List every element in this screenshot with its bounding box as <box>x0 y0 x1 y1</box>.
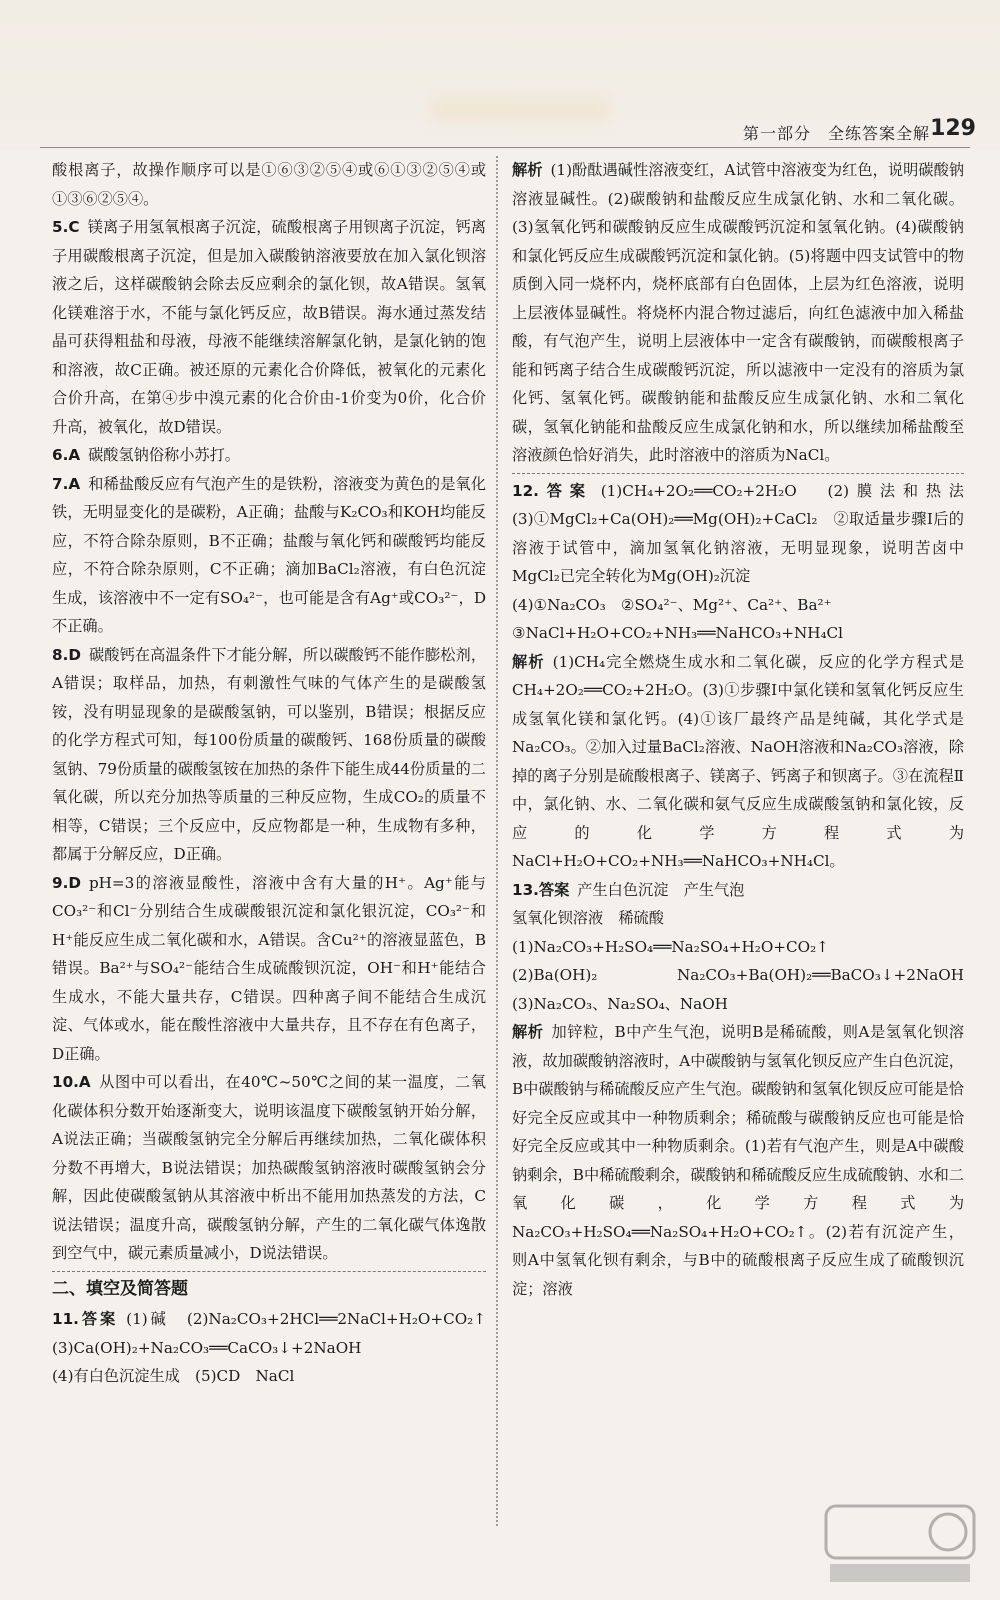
answer-12-text: (1)CH₄+2O₂══CO₂+2H₂O (2)膜法和热法 (3)①MgCl₂+Ca(OH)₂══Mg(OH)₂+CaCl₂ ②取适量步骤Ⅰ后的溶液于试管中，滴加氢氧化钠溶液，无明显现象，说明苦卤中MgCl₂已完全转化为Mg(OH)₂沉淀 <box>512 481 980 585</box>
header-title: 第一部分 全练答案全解 <box>742 124 930 143</box>
q12-separator <box>512 473 964 474</box>
answer-7-text: 和稀盐酸反应有气泡产生的是铁粉，溶液变为黄色的是氧化铁，无明显变化的是碳粉，A正确；盐酸与K₂CO₃和KOH均能反应，不符合除杂原则，B不正确；盐酸与氧化钙和碳酸钙均能反应，不符合除杂原则，C不正确；滴加BaCl₂溶液，有白色沉淀生成，该溶液中不一定有SO₄²⁻，也可能是含有Ag⁺或CO₃²⁻，D不正确。 <box>52 474 486 635</box>
answer-8-label: 8.D <box>52 645 81 664</box>
answer-13-line2: 氢氧化钡溶液 稀硫酸 <box>512 909 664 927</box>
header-rule <box>40 147 970 148</box>
answer-10-text: 从图中可以看出，在40℃~50℃之间的某一温度，二氧化碳体积分数开始逐渐变大，说明该温度下碳酸氢钠开始分解，A说法正确；当碳酸氢钠完全分解后再继续加热，二氧化碳体积分数不再增大，B说法错误；加热碳酸氢钠溶液时碳酸氢钠会分解，因此使碳酸氢钠从其溶液中析出不能用加热蒸发的方法，C说法错误；温度升高，碳酸氢钠分解，产生的二氧化碳气体逸散到空气中，碳元素质量减小，D说法错误。 <box>52 1073 486 1262</box>
answer-10-label: 10.A <box>52 1073 91 1091</box>
left-column <box>52 156 502 1391</box>
answer-13 <box>512 876 964 905</box>
answer-7-label: 7.A <box>52 474 81 493</box>
section-separator <box>52 1271 486 1272</box>
answer-8-text: 碳酸钙在高温条件下才能分解，所以碳酸钙不能作膨松剂，A错误；取样品，加热，有刺激性气味的气体产生的是碳酸氢铵，没有明显现象的是碳酸氢钠，可以鉴别，B错误；根据反应的化学方程式可知，每100份质量的碳酸钙、168份质量的碳酸氢钠、79份质量的碳酸氢铵在加热的条件下能生成44份质量的二氧化碳，所以充分加热等质量的三种反应物，生成CO₂的质量不相等，C错误；三个反应中，反应物都是一种，生成物有多种，都属于分解反应，D正确。 <box>52 645 486 863</box>
answer-5 <box>52 213 486 441</box>
answer-5-text: 镁离子用氢氧根离子沉淀，硫酸根离子用钡离子沉淀，钙离子用碳酸根离子沉淀，但是加入碳酸钠溶液要放在加入氯化钡溶液之后，这样碳酸钠会除去反应剩余的氯化钡，故A错误。氢氧化镁难溶于水，不能与氯化钙反应，故B错误。海水通过蒸发结晶可获得粗盐和母液，母液不能继续溶解氯化钠，是氯化钠的饱和溶液，故C正确。被还原的元素化合价降低，被氧化的元素化合价升高，在第④步中溴元素的化合价由-1价变为0价，化合价升高，被氧化，故D错误。 <box>52 218 486 436</box>
analysis-11-text: (1)酚酞遇碱性溶液变红，A试管中溶液变为红色，说明碳酸钠溶液显碱性。(2)碳酸钠和盐酸反应生成氯化钠、水和二氧化碳。(3)氢氧化钙和碳酸钠反应生成碳酸钙沉淀和氢氧化钠。(4)碳酸钠和氯化钙反应生成碳酸钙沉淀和氯化钠。(5)将题中四支试管中的物质倒入同一烧杯内，烧杯底部有白色固体，上层为红色溶液，说明上层液体显碱性。将烧杯内混合物过滤后，向红色滤液中加入稀盐酸，有气泡产生，说明上层液体中一定含有碳酸钠，而碳酸根离子能和钙离子结合生成碳酸钙沉淀，所以滤液中一定没有的溶质为氯化钙、氢氧化钙。碳酸钠能和盐酸反应生成氯化钠、水和二氧化碳，氢氧化钠能和盐酸反应生成氯化钠和水，所以继续加稀盐酸至溶液颜色恰好消失，此时溶液中的溶质为NaCl。 <box>512 161 965 464</box>
analysis-13 <box>512 1018 964 1303</box>
answer-7 <box>52 470 486 641</box>
answer-11-label: 11.答案 <box>52 1310 119 1328</box>
page-number: 129 <box>930 116 976 141</box>
answer-5-label: 5.C <box>52 218 80 236</box>
answer-9-text: pH=3的溶液显酸性，溶液中含有大量的H⁺。Ag⁺能与CO₃²⁻和Cl⁻分别结合生成碳酸银沉淀和氯化银沉淀，CO₃²⁻和H⁺能反应生成二氧化碳和水，A错误。含Cu²⁺的溶液显蓝色，B错误。Ba²⁺与SO₄²⁻能结合生成硫酸钡沉淀，OH⁻和H⁺能结合生成水，不能大量共存，C错误。四种离子间不能结合生成沉淀、气体或水，能在酸性溶液中大量共存，且不存在有色离子，D正确。 <box>52 873 486 1063</box>
answer-10 <box>52 1068 486 1268</box>
corner-logo-watermark <box>820 1500 980 1590</box>
page-header <box>0 0 1000 150</box>
continued-text: 酸根离子，故操作顺序可以是①⑥③②⑤④或⑥①③②⑤④或①③⑥②⑤④。 <box>52 161 486 208</box>
answer-9-label: 9.D <box>52 873 81 892</box>
answer-8 <box>52 641 486 869</box>
answer-9 <box>52 869 486 1069</box>
answer-12-label: 12.答案 <box>512 481 593 500</box>
column-divider <box>496 156 498 1526</box>
analysis-12-text: (1)CH₄完全燃烧生成水和二氧化碳，反应的化学方程式是CH₄+2O₂══CO₂+2H₂O。(3)①步骤Ⅰ中氯化镁和氢氧化钙反应生成氢氧化镁和氯化钙。(4)①该厂最终产品是纯碱，其化学式是Na₂CO₃。②加入过量BaCl₂溶液、NaOH溶液和Na₂CO₃溶液，除掉的离子分别是硫酸根离子、镁离子、钙离子和钡离子。③在流程Ⅱ中，氯化钠、水、二氧化碳和氨气反应生成碳酸氢钠和氯化铵，反应的化学方程式为NaCl+H₂O+CO₂+NH₃══NaHCO₃+NH₄Cl。 <box>512 652 965 870</box>
answer-6-label: 6.A <box>52 446 81 464</box>
analysis-11-label: 解析 <box>512 161 543 179</box>
answer-13-line4: (2)Ba(OH)₂ Na₂CO₃+Ba(OH)₂══BaCO₃↓+2NaOH (3)Na₂CO₃、Na₂SO₄、NaOH <box>512 966 980 1013</box>
answer-11-cont: (4)有白色沉淀生成 (5)CD NaCl <box>52 1367 295 1385</box>
answer-11-text: (1)碱 (2)Na₂CO₃+2HCl══2NaCl+H₂O+CO₂↑ (3)Ca(OH)₂+Na₂CO₃══CaCO₃↓+2NaOH <box>52 1310 502 1357</box>
answer-13-text: 产生白色沉淀 产生气泡 <box>577 880 745 899</box>
answer-12-part4: (4)①Na₂CO₃ ②SO₄²⁻、Mg²⁺、Ca²⁺、Ba²⁺ <box>512 595 832 614</box>
answer-13-line3: (1)Na₂CO₃+H₂SO₄══Na₂SO₄+H₂O+CO₂↑ <box>512 937 829 956</box>
header-blur-mark <box>430 96 610 122</box>
analysis-11 <box>512 156 964 470</box>
answer-11 <box>52 1305 502 1362</box>
analysis-13-text: 加锌粒，B中产生气泡，说明B是稀硫酸，则A是氢氧化钡溶液，故加碳酸钠溶液时，A中碳酸钠与氢氧化钡反应产生白色沉淀，B中碳酸钠与稀硫酸反应产生气泡。碳酸钠和氢氧化钡反应可能是恰好完全反应或其中一种物质剩余；稀硫酸与碳酸钠反应也可能是恰好完全反应或其中一种物质剩余。(1)若有气泡产生，则是A中碳酸钠剩余，B中稀硫酸剩余，碳酸钠和稀硫酸反应生成硫酸钠、水和二氧化碳，化学方程式为Na₂CO₃+H₂SO₄══Na₂SO₄+H₂O+CO₂↑。(2)若有沉淀产生，则A中氢氧化钡有剩余，与B中的硫酸根离子反应生成了硫酸钡沉淀；溶液 <box>512 1023 965 1298</box>
answer-6-text: 碳酸氢钠俗称小苏打。 <box>88 446 240 464</box>
right-column <box>512 156 980 1303</box>
answer-12-part4-eq: ③NaCl+H₂O+CO₂+NH₃══NaHCO₃+NH₄Cl <box>512 624 844 642</box>
analysis-13-label: 解析 <box>512 1023 544 1041</box>
section-heading: 二、填空及简答题 <box>52 1278 188 1299</box>
answer-13-label: 13.答案 <box>512 880 570 899</box>
answer-12 <box>512 477 980 591</box>
analysis-12 <box>512 648 964 876</box>
analysis-12-label: 解析 <box>512 652 545 671</box>
answer-6 <box>52 441 486 470</box>
